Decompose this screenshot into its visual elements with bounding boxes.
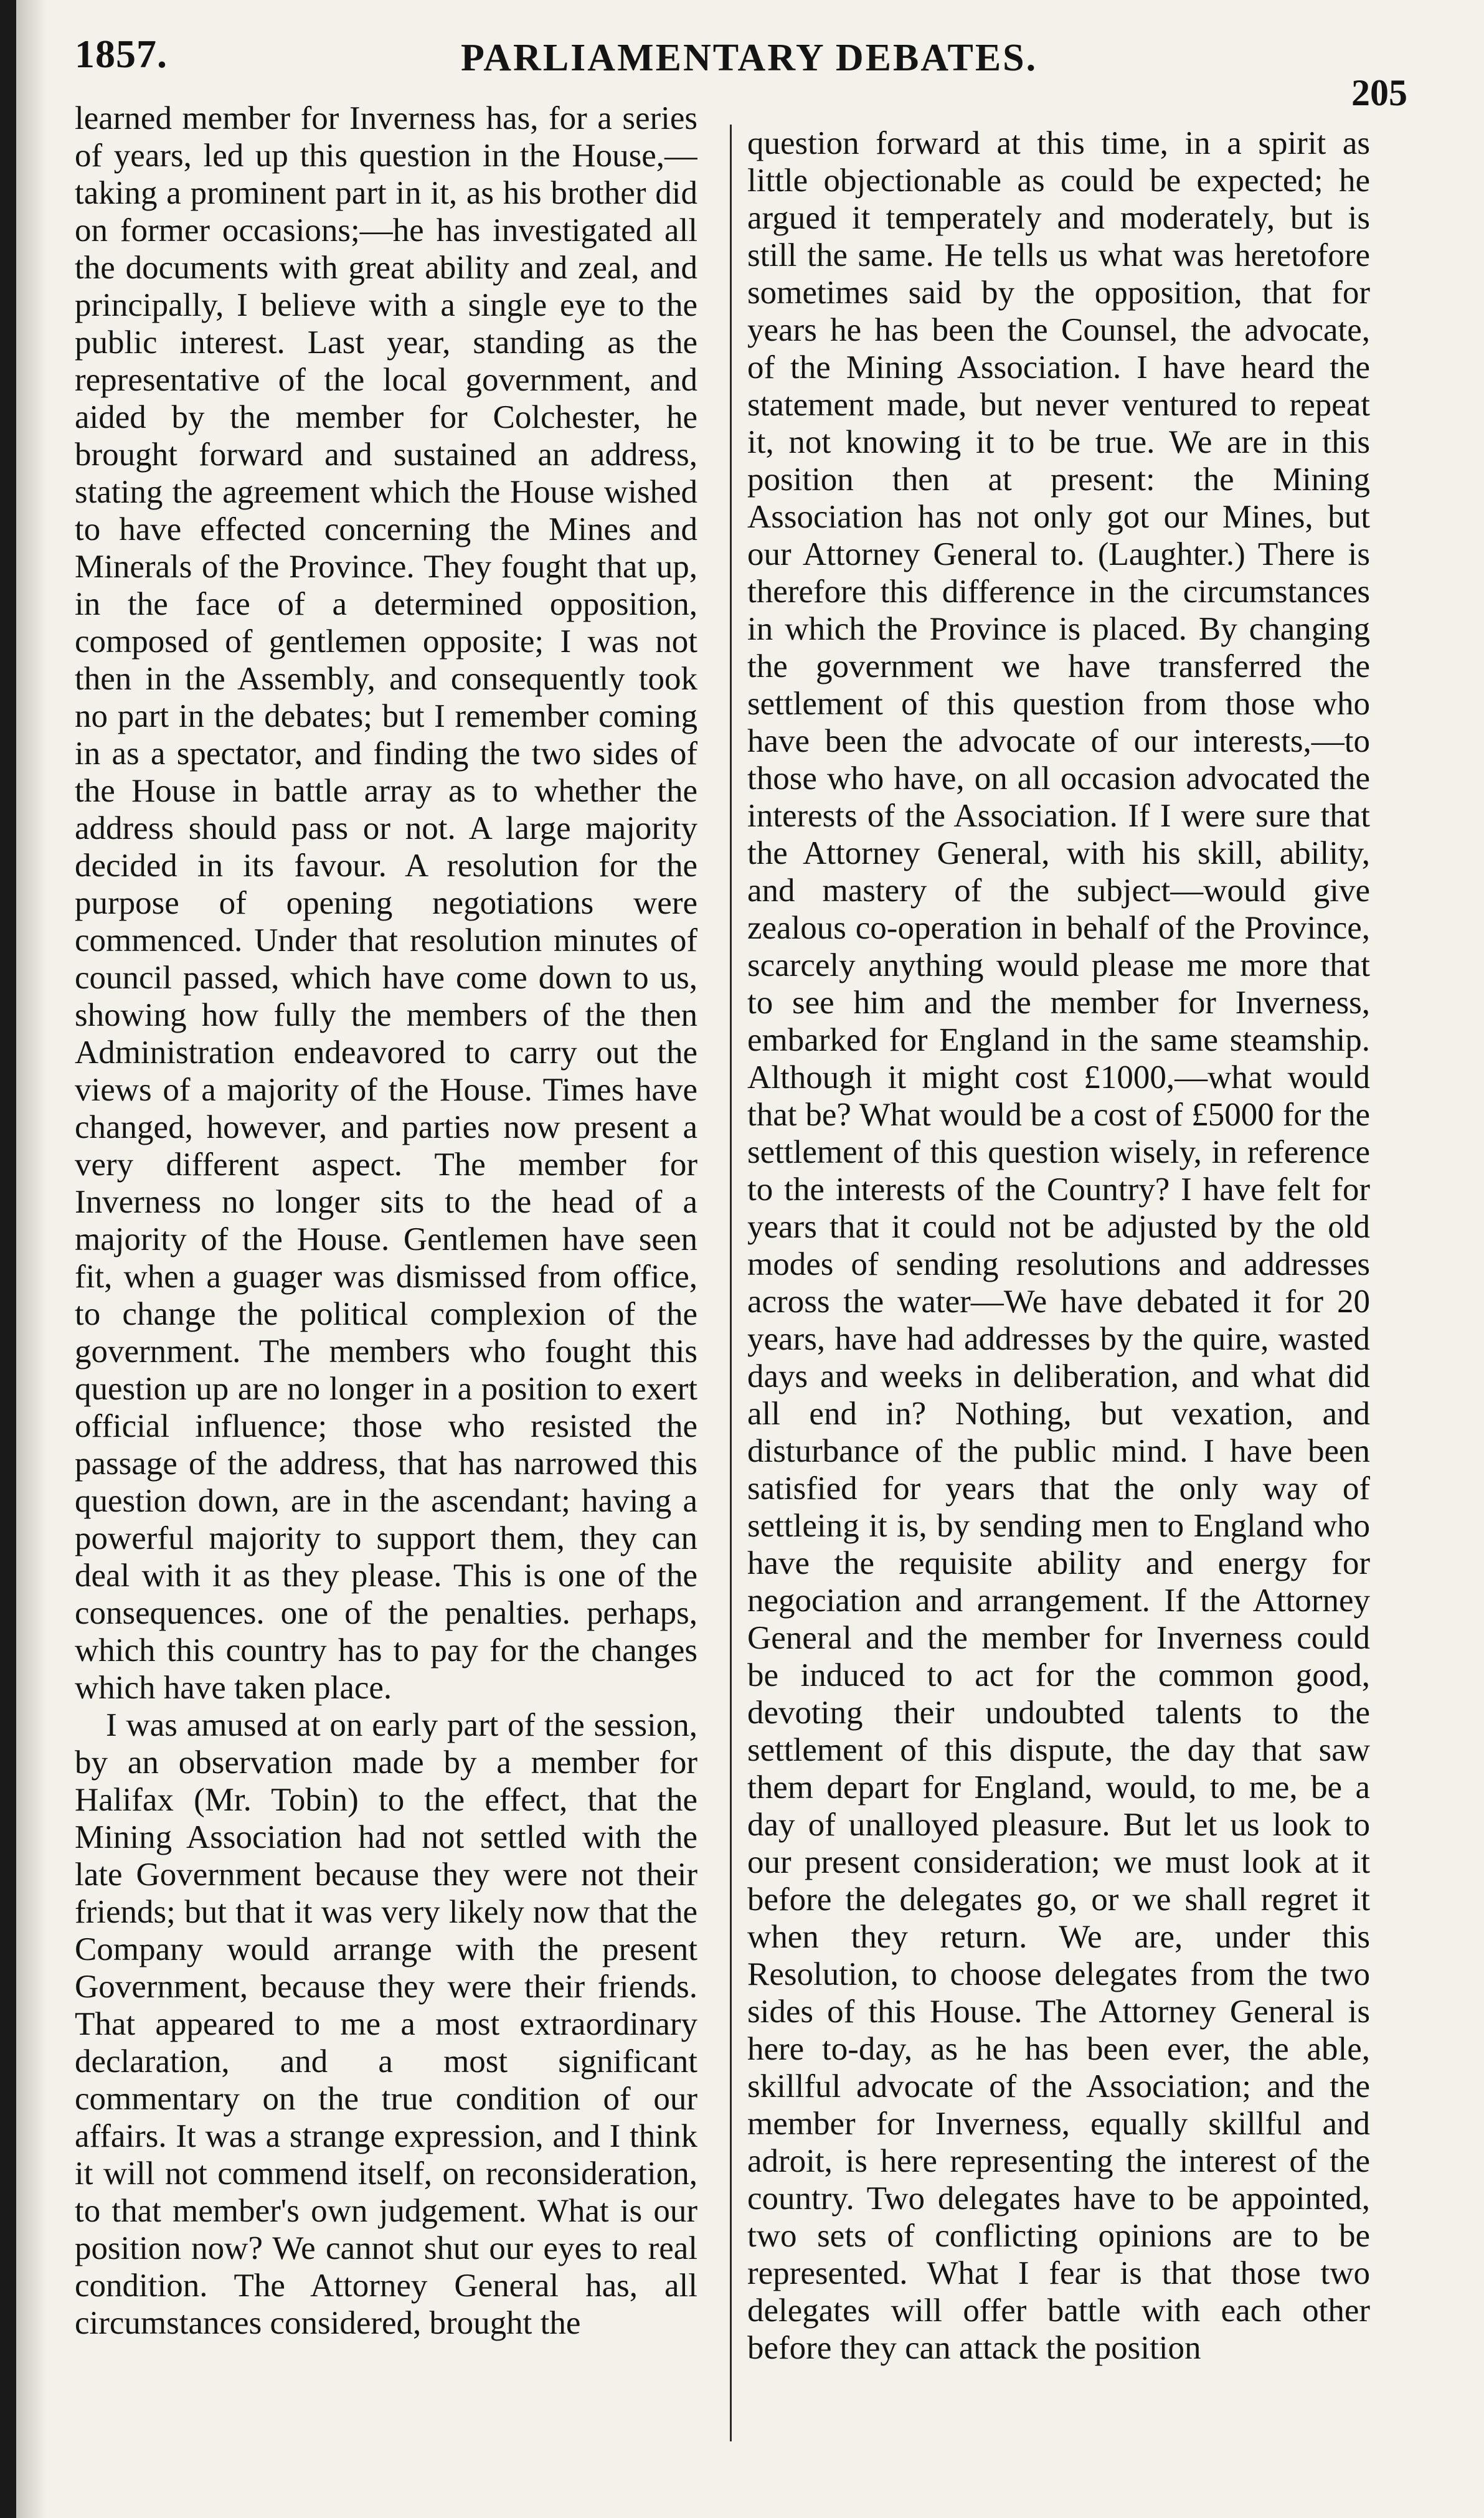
header-year: 1857. — [75, 32, 168, 76]
header-title: PARLIAMENTARY DEBATES. — [461, 37, 1038, 79]
paragraph: learned member for Inverness has, for a series of years, led up this question in the House,—taking a prominent part in it, as his brother did on former occasions;—he has investigated all the documents with great ability and zeal, and principally, I believe with a single eye to the public interest. Last year, standing as the representative of the local government, and aided by the member for Colchester, he brought forward and sustained an address, stating the agreement which the House wished to have effected concerning the Mines and Minerals of the Province. They fought that up, in the face of a determined opposition, composed of gentlemen opposite; I was not then in the Assembly, and consequently took no part in the debates; but I remember coming in as a spectator, and finding the two sides of the House in battle array as to whether the address should pass or not. A large majority decided in its favour. A resolution for the purpose of opening negotiations were commenced. Under that resolution minutes of council passed, which have come down to us, showing how fully the members of the then Administration endeavored to carry out the views of a majority of the House. Times have changed, however, and parties now present a very different aspect. The member for Inverness no longer sits to the head of a majority of the House. Gentlemen have seen fit, when a guager was dismissed from office, to change the political complexion of the government. The members who fought this question up are no longer in a position to exert official influence; those who resisted the passage of the address, that has narrowed this question down, are in the ascendant; having a powerful majority to support them, they can deal with it as they please. This is one of the consequences. one of the penalties. perhaps, which this country has to pay for the changes which have taken place. — [75, 100, 697, 1706]
binding-edge — [0, 0, 16, 2518]
page-number: 205 — [1351, 72, 1407, 113]
page-header — [75, 25, 1407, 113]
left-column — [75, 100, 697, 2485]
binding-shadow — [16, 0, 47, 2518]
paragraph: I was amused at on early part of the session, by an observation made by a member for Halifax (Mr. Tobin) to the effect, that the Mining Association had not settled with the late Government because they were not their friends; but that it was very likely now that the Company would arrange with the present Government, because they were their friends. That appeared to me a most extraordinary declaration, and a most significant commentary on the true condition of our affairs. It was a strange expression, and I think it will not commend itself, on reconsideration, to that member's own judgement. What is our position now? We cannot shut our eyes to real condition. The Attorney General has, all circumstances considered, brought the — [75, 1707, 697, 2341]
paragraph: question forward at this time, in a spirit as little objectionable as could be expected; he argued it temperately and moderately, but is still the same. He tells us what was heretofore sometimes said by the opposition, that for years he has been the Counsel, the advocate, of the Mining Association. I have heard the statement made, but never ventured to repeat it, not knowing it to be true. We are in this position then at present: the Mining Association has not only got our Mines, but our Attorney General to. (Laughter.) There is therefore this difference in the circumstances in which the Province is placed. By changing the government we have transferred the settlement of this question from those who have been the advocate of our interests,—to those who have, on all occasion advocated the interests of the Association. If I were sure that the Attorney General, with his skill, ability, and mastery of the subject—would give zealous co-operation in behalf of the Province, scarcely anything would please me more that to see him and the member for Inverness, embarked for England in the same steamship. Although it might cost £1000,—what would that be? What would be a cost of £5000 for the settlement of this question wisely, in reference to the interests of the Country? I have felt for years that it could not be adjusted by the old modes of sending resolutions and addresses across the water—We have debated it for 20 years, have had addresses by the quire, wasted days and weeks in deliberation, and what did all end in? Nothing, but vexation, and disturbance of the public mind. I have been satisfied for years that the only way of settleing it is, by sending men to England who have the requisite ability and energy for negociation and arrangement. If the Attorney General and the member for Inverness could be induced to act for the common good, devoting their undoubted talents to the settlement of this dispute, the day that saw them depart for England, would, to me, be a day of unalloyed pleasure. But let us look to our present consideration; we must look at it before the delegates go, or we shall regret it when they return. We are, under this Resolution, to choose delegates from the two sides of this House. The Attorney General is here to-day, as he has been ever, the able, skillful advocate of the Association; and the member for Inverness, equally skillful and adroit, is here representing the interest of the country. Two delegates have to be appointed, two sets of conflicting opinions are to be represented. What I fear is that those two delegates will offer battle with each other before they can attack the position — [747, 125, 1370, 2366]
right-column — [747, 125, 1370, 2510]
column-divider — [730, 125, 732, 2441]
